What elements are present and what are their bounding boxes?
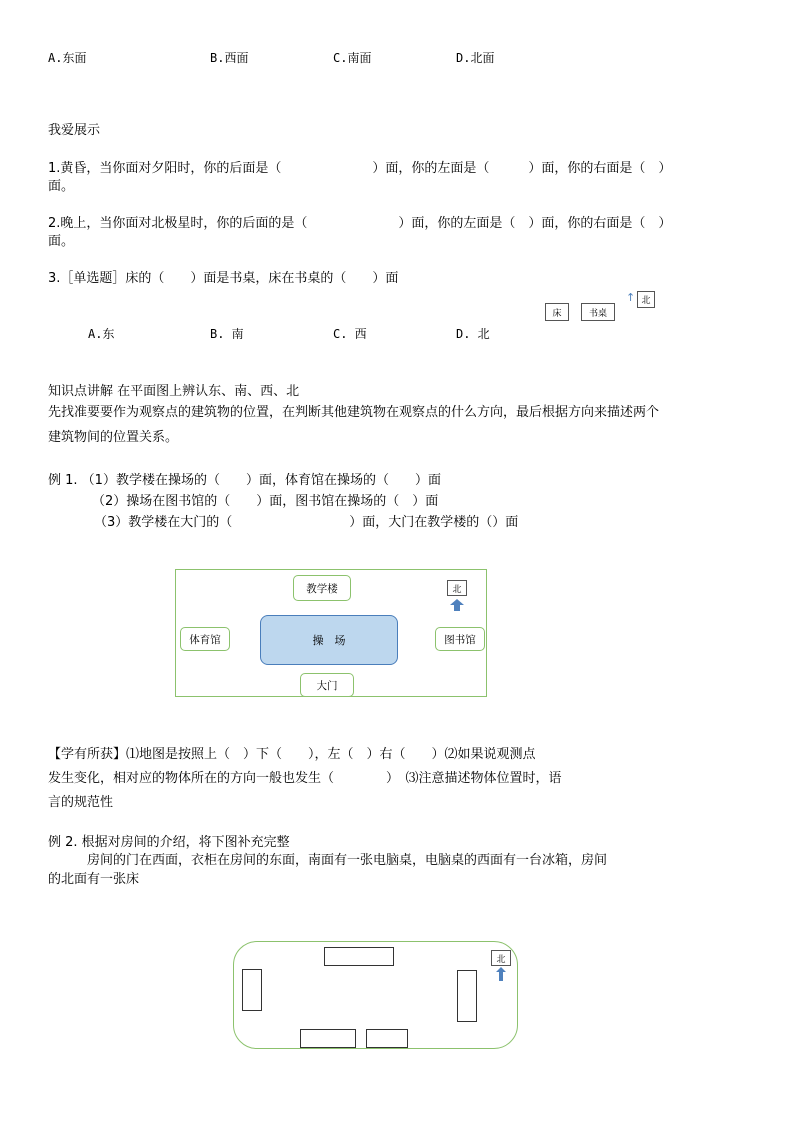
fridge-placeholder bbox=[300, 1029, 356, 1048]
bed-placeholder bbox=[324, 947, 394, 966]
example1-line1: 例 1. （1）教学楼在操场的（ ）面，体育馆在操场的（ ）面 bbox=[48, 473, 441, 488]
question-2-line2: 面。 bbox=[48, 234, 75, 249]
example2-line3: 的北面有一张床 bbox=[48, 872, 140, 887]
north-indicator bbox=[447, 580, 467, 611]
knowledge-title: 知识点讲解 在平面图上辨认东、南、西、北 bbox=[48, 384, 300, 399]
campus-map bbox=[175, 569, 487, 697]
q3-option-d: D. 北 bbox=[456, 327, 490, 341]
desk-box: 书桌 bbox=[581, 303, 615, 321]
north-arrow-icon bbox=[496, 967, 506, 981]
main-gate: 大门 bbox=[300, 673, 354, 697]
north-label: 北 bbox=[491, 950, 511, 966]
question-1-line1: 1.黄昏，当你面对夕阳时，你的后面是（ ）面，你的左面是（ ）面，你的右面是（ ） bbox=[48, 161, 672, 176]
library: 图书馆 bbox=[435, 627, 485, 651]
question-1-line2: 面。 bbox=[48, 179, 75, 194]
north-label-box: 北 bbox=[637, 291, 655, 308]
summary-line2: 发生变化，相对应的物体所在的方向一般也发生（ ） ⑶注意描述物体位置时，语 bbox=[48, 771, 562, 786]
example1-line3: （3）教学楼在大门的（ ）面，大门在教学楼的（）面 bbox=[94, 515, 519, 530]
computer-desk-placeholder bbox=[366, 1029, 408, 1048]
north-arrow-icon: ↑ bbox=[626, 291, 636, 304]
option-a: A.东面 bbox=[48, 51, 87, 65]
north-label: 北 bbox=[447, 580, 467, 596]
summary-line1: 【学有所获】⑴地图是按照上（ ）下（ ），左（ ）右（ ）⑵如果说观测点 bbox=[48, 747, 536, 762]
question-3: 3.［单选题］床的（ ）面是书桌，床在书桌的（ ）面 bbox=[48, 271, 399, 286]
q3-option-a: A.东 bbox=[88, 327, 115, 341]
example2-line1: 例 2. 根据对房间的介绍，将下图补充完整 bbox=[48, 835, 290, 850]
question-2-line1: 2.晚上，当你面对北极星时，你的后面的是（ ）面，你的左面是（ ）面，你的右面是（ ） bbox=[48, 216, 672, 231]
section-heading: 我爱展示 bbox=[48, 123, 101, 138]
room-map bbox=[233, 941, 518, 1049]
option-b: B.西面 bbox=[210, 51, 249, 65]
wardrobe-placeholder bbox=[457, 970, 477, 1022]
teaching-building: 教学楼 bbox=[293, 575, 351, 601]
option-d: D.北面 bbox=[456, 51, 495, 65]
north-arrow-icon bbox=[450, 599, 464, 611]
q3-option-c: C. 西 bbox=[333, 327, 367, 341]
q3-option-b: B. 南 bbox=[210, 327, 244, 341]
option-c: C.南面 bbox=[333, 51, 372, 65]
bed-box: 床 bbox=[545, 303, 569, 321]
north-indicator bbox=[491, 950, 511, 981]
door-placeholder bbox=[242, 969, 262, 1011]
example2-line2: 房间的门在西面，衣柜在房间的东面，南面有一张电脑桌，电脑桌的西面有一台冰箱，房间 bbox=[48, 853, 608, 868]
knowledge-line2: 建筑物间的位置关系。 bbox=[48, 430, 179, 445]
summary-line3: 言的规范性 bbox=[48, 795, 114, 810]
knowledge-line1: 先找准要要作为观察点的建筑物的位置，在判断其他建筑物在观察点的什么方向，最后根据方向来描述两个 bbox=[48, 405, 660, 420]
example1-line2: （2）操场在图书馆的（ ）面，图书馆在操场的（ ）面 bbox=[92, 494, 439, 509]
playground: 操 场 bbox=[260, 615, 398, 665]
gym: 体育馆 bbox=[180, 627, 230, 651]
